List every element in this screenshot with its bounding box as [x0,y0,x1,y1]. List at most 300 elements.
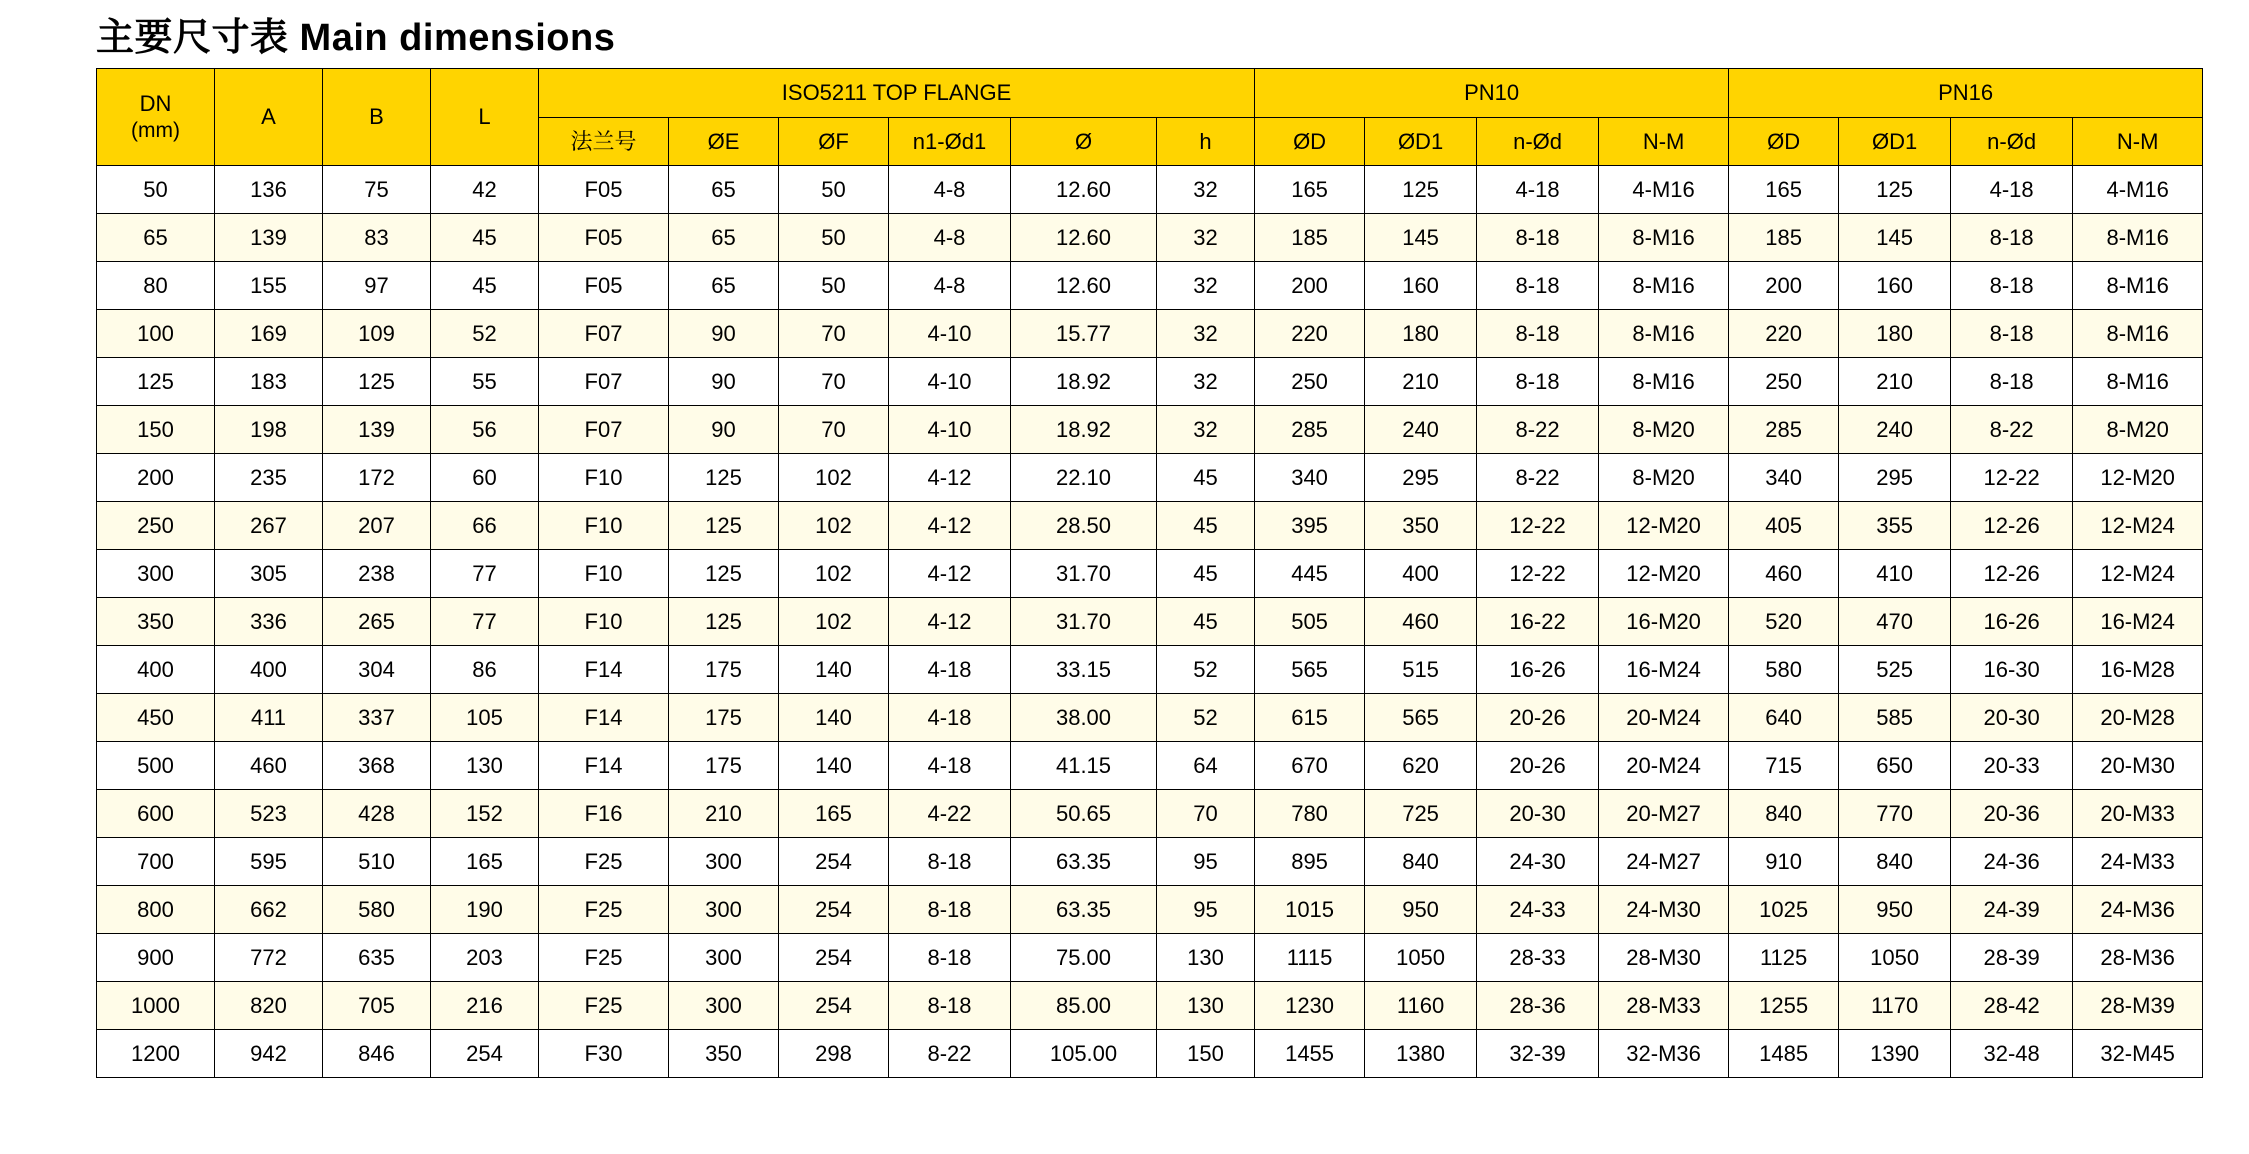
header-pn16-od: ØD [1729,118,1839,166]
table-cell: 254 [431,1030,539,1078]
table-cell: 200 [97,454,215,502]
table-cell: 1200 [97,1030,215,1078]
table-row [97,838,2203,886]
table-cell: F14 [539,694,669,742]
table-row [97,214,2203,262]
table-cell: 165 [779,790,889,838]
header-dn [97,69,215,166]
table-cell: 20-M24 [1599,694,1729,742]
table-cell: 12-22 [1477,502,1599,550]
table-cell: 942 [215,1030,323,1078]
table-cell: 450 [97,694,215,742]
table-cell: 198 [215,406,323,454]
table-cell: 4-18 [1477,166,1599,214]
table-cell: 700 [97,838,215,886]
table-cell: 1255 [1729,982,1839,1030]
table-cell: 235 [215,454,323,502]
table-cell: 24-33 [1477,886,1599,934]
table-cell: 102 [779,502,889,550]
table-cell: 150 [1157,1030,1255,1078]
table-cell: 20-M30 [2073,742,2203,790]
table-cell: 900 [97,934,215,982]
table-cell: 460 [1729,550,1839,598]
table-cell: 63.35 [1011,886,1157,934]
table-cell: 12-M24 [2073,550,2203,598]
table-cell: 4-10 [889,406,1011,454]
table-cell: 1000 [97,982,215,1030]
table-cell: 910 [1729,838,1839,886]
header-pn10-n-m: N-M [1599,118,1729,166]
table-cell: 8-M16 [1599,310,1729,358]
table-cell: 800 [97,886,215,934]
table-cell: 102 [779,598,889,646]
table-cell: 8-M16 [1599,214,1729,262]
table-cell: F25 [539,982,669,1030]
header-pn16-n-od: n-Ød [1951,118,2073,166]
table-cell: 45 [1157,550,1255,598]
table-cell: 90 [669,358,779,406]
table-cell: 254 [779,886,889,934]
table-row [97,502,2203,550]
table-cell: 1380 [1365,1030,1477,1078]
table-cell: 1125 [1729,934,1839,982]
table-cell: 52 [1157,646,1255,694]
table-cell: 8-18 [1951,310,2073,358]
table-cell: 400 [215,646,323,694]
table-cell: 77 [431,550,539,598]
table-cell: 50 [97,166,215,214]
table-cell: 24-M36 [2073,886,2203,934]
header-group-pn10: PN10 [1255,69,1729,118]
main-dimensions-table [96,68,2203,1078]
table-cell: 169 [215,310,323,358]
table-cell: 8-18 [889,838,1011,886]
table-cell: 8-18 [1477,358,1599,406]
table-cell: 31.70 [1011,598,1157,646]
table-cell: 28-M39 [2073,982,2203,1030]
table-cell: 8-18 [889,886,1011,934]
table-cell: 31.70 [1011,550,1157,598]
table-cell: 52 [1157,694,1255,742]
table-cell: 180 [1839,310,1951,358]
table-cell: 20-M33 [2073,790,2203,838]
table-cell: 8-18 [1951,214,2073,262]
header-pn10-od1: ØD1 [1365,118,1477,166]
table-cell: F25 [539,934,669,982]
table-cell: 65 [97,214,215,262]
table-cell: 8-18 [889,982,1011,1030]
table-cell: 4-12 [889,502,1011,550]
table-cell: 24-M33 [2073,838,2203,886]
table-cell: 1230 [1255,982,1365,1030]
table-cell: 515 [1365,646,1477,694]
table-cell: 216 [431,982,539,1030]
table-cell: 150 [97,406,215,454]
table-cell: 95 [1157,838,1255,886]
table-cell: 620 [1365,742,1477,790]
table-cell: 1025 [1729,886,1839,934]
table-cell: 12-M20 [2073,454,2203,502]
table-cell: 16-30 [1951,646,2073,694]
header-a: A [215,69,323,166]
table-cell: 50 [779,166,889,214]
table-cell: 100 [97,310,215,358]
table-cell: 12-M24 [2073,502,2203,550]
table-cell: 145 [1365,214,1477,262]
table-cell: F07 [539,358,669,406]
table-cell: 250 [1729,358,1839,406]
table-cell: 840 [1729,790,1839,838]
table-cell: 295 [1839,454,1951,502]
table-cell: 640 [1729,694,1839,742]
table-cell: 305 [215,550,323,598]
table-cell: 125 [669,454,779,502]
table-cell: 840 [1365,838,1477,886]
table-cell: 1050 [1839,934,1951,982]
table-cell: 8-M20 [2073,406,2203,454]
table-cell: 410 [1839,550,1951,598]
page-title: 主要尺寸表 Main dimensions [96,17,616,59]
table-cell: 12-26 [1951,550,2073,598]
table-cell: 8-18 [889,934,1011,982]
table-cell: 18.92 [1011,406,1157,454]
table-cell: 460 [215,742,323,790]
table-cell: 4-M16 [1599,166,1729,214]
header-b: B [323,69,431,166]
table-cell: 28-36 [1477,982,1599,1030]
table-cell: 350 [669,1030,779,1078]
table-cell: 210 [669,790,779,838]
table-cell: 80 [97,262,215,310]
table-cell: 140 [779,694,889,742]
table-cell: 411 [215,694,323,742]
header-oe: ØE [669,118,779,166]
table-cell: 615 [1255,694,1365,742]
table-row [97,646,2203,694]
table-cell: 175 [669,646,779,694]
table-cell: F10 [539,598,669,646]
table-cell: 210 [1365,358,1477,406]
table-cell: 8-22 [1951,406,2073,454]
table-cell: 300 [97,550,215,598]
table-row [97,982,2203,1030]
table-cell: 12.60 [1011,262,1157,310]
table-cell: 145 [1839,214,1951,262]
table-cell: 238 [323,550,431,598]
header-group-iso-flange: ISO5211 TOP FLANGE [539,69,1255,118]
table-cell: 1170 [1839,982,1951,1030]
table-cell: 175 [669,742,779,790]
table-cell: 185 [1255,214,1365,262]
table-cell: 63.35 [1011,838,1157,886]
table-cell: 130 [431,742,539,790]
table-cell: 8-18 [1477,214,1599,262]
table-cell: 405 [1729,502,1839,550]
table-cell: 65 [669,166,779,214]
table-cell: 183 [215,358,323,406]
table-cell: 24-30 [1477,838,1599,886]
table-cell: 780 [1255,790,1365,838]
table-cell: 125 [1839,166,1951,214]
table-cell: 8-18 [1477,310,1599,358]
table-cell: F10 [539,550,669,598]
table-cell: 65 [669,214,779,262]
table-cell: 12-M20 [1599,550,1729,598]
table-cell: 85.00 [1011,982,1157,1030]
table-cell: 165 [1255,166,1365,214]
table-cell: 336 [215,598,323,646]
table-cell: 42 [431,166,539,214]
table-cell: 298 [779,1030,889,1078]
table-cell: 15.77 [1011,310,1157,358]
table-cell: 8-M16 [2073,358,2203,406]
table-cell: 41.15 [1011,742,1157,790]
table-cell: 12-22 [1951,454,2073,502]
table-cell: 355 [1839,502,1951,550]
table-row [97,598,2203,646]
table-cell: 20-M27 [1599,790,1729,838]
table-cell: 12.60 [1011,214,1157,262]
table-cell: F07 [539,310,669,358]
table-cell: 950 [1839,886,1951,934]
table-cell: 300 [669,934,779,982]
table-cell: 565 [1255,646,1365,694]
table-cell: 95 [1157,886,1255,934]
table-cell: 24-39 [1951,886,2073,934]
header-l: L [431,69,539,166]
table-cell: 400 [1365,550,1477,598]
table-cell: 4-8 [889,166,1011,214]
table-cell: 8-M16 [1599,262,1729,310]
table-row [97,934,2203,982]
header-of: ØF [779,118,889,166]
table-row [97,1030,2203,1078]
header-pn16-n-m: N-M [2073,118,2203,166]
table-cell: 8-22 [1477,406,1599,454]
table-cell: 20-M24 [1599,742,1729,790]
table-cell: 220 [1255,310,1365,358]
table-cell: 83 [323,214,431,262]
table-cell: 585 [1839,694,1951,742]
table-cell: 50 [779,214,889,262]
table-cell: 4-18 [889,742,1011,790]
table-cell: 64 [1157,742,1255,790]
table-cell: 165 [431,838,539,886]
table-cell: 240 [1839,406,1951,454]
table-cell: 86 [431,646,539,694]
table-cell: 109 [323,310,431,358]
table-cell: 20-33 [1951,742,2073,790]
table-cell: 16-M24 [2073,598,2203,646]
table-cell: 595 [215,838,323,886]
table-cell: F05 [539,214,669,262]
table-cell: 125 [1365,166,1477,214]
table-cell: 8-M20 [1599,406,1729,454]
table-cell: 1160 [1365,982,1477,1030]
table-row [97,550,2203,598]
table-cell: 350 [97,598,215,646]
table-cell: 45 [431,262,539,310]
table-cell: 24-M27 [1599,838,1729,886]
table-cell: 16-26 [1477,646,1599,694]
table-cell: 1485 [1729,1030,1839,1078]
table-cell: 102 [779,454,889,502]
table-cell: 4-10 [889,310,1011,358]
table-cell: 28-33 [1477,934,1599,982]
table-cell: 38.00 [1011,694,1157,742]
table-cell: 254 [779,838,889,886]
table-cell: 460 [1365,598,1477,646]
table-cell: 12-26 [1951,502,2073,550]
table-cell: 8-M16 [2073,214,2203,262]
table-cell: 155 [215,262,323,310]
table-cell: 22.10 [1011,454,1157,502]
table-cell: 56 [431,406,539,454]
table-cell: 428 [323,790,431,838]
table-cell: 300 [669,838,779,886]
table-cell: 295 [1365,454,1477,502]
table-cell: 139 [323,406,431,454]
table-cell: 350 [1365,502,1477,550]
table-cell: F16 [539,790,669,838]
table-cell: 90 [669,310,779,358]
table-cell: 300 [669,982,779,1030]
table-header-group-row [97,69,2203,118]
table-cell: 190 [431,886,539,934]
table-cell: 8-M16 [2073,262,2203,310]
header-dn-unit: (mm) [131,118,180,142]
table-cell: 207 [323,502,431,550]
table-cell: 254 [779,934,889,982]
table-cell: 4-10 [889,358,1011,406]
table-cell: 32-48 [1951,1030,2073,1078]
header-o: Ø [1011,118,1157,166]
table-cell: 200 [1255,262,1365,310]
table-cell: 28.50 [1011,502,1157,550]
table-cell: 523 [215,790,323,838]
table-cell: 20-26 [1477,694,1599,742]
table-cell: 8-M20 [1599,454,1729,502]
table-cell: 125 [323,358,431,406]
table-cell: 635 [323,934,431,982]
header-n1-od1: n1-Ød1 [889,118,1011,166]
table-row [97,262,2203,310]
table-cell: 70 [779,358,889,406]
table-cell: 125 [669,502,779,550]
table-cell: 160 [1839,262,1951,310]
header-pn10-od: ØD [1255,118,1365,166]
table-cell: 705 [323,982,431,1030]
table-cell: 565 [1365,694,1477,742]
table-cell: 70 [779,406,889,454]
table-cell: F07 [539,406,669,454]
table-cell: 32-39 [1477,1030,1599,1078]
table-cell: 600 [97,790,215,838]
table-cell: 28-M36 [2073,934,2203,982]
table-cell: 165 [1729,166,1839,214]
table-cell: 368 [323,742,431,790]
table-row [97,790,2203,838]
table-cell: 102 [779,550,889,598]
table-cell: 510 [323,838,431,886]
table-cell: 340 [1729,454,1839,502]
table-row [97,166,2203,214]
table-cell: 105 [431,694,539,742]
table-cell: 60 [431,454,539,502]
table-cell: 725 [1365,790,1477,838]
main-dimensions-table-container [96,68,2175,1078]
table-cell: 32 [1157,358,1255,406]
header-pn16-od1: ØD1 [1839,118,1951,166]
table-cell: F10 [539,454,669,502]
table-cell: 4-12 [889,454,1011,502]
table-cell: 4-18 [889,694,1011,742]
table-cell: 820 [215,982,323,1030]
table-cell: 32-M45 [2073,1030,2203,1078]
table-cell: 16-M28 [2073,646,2203,694]
table-cell: 20-30 [1951,694,2073,742]
table-cell: 130 [1157,982,1255,1030]
table-cell: 400 [97,646,215,694]
table-cell: 12-22 [1477,550,1599,598]
table-header [97,69,2203,166]
table-cell: 580 [1729,646,1839,694]
table-cell: 254 [779,982,889,1030]
table-cell: 77 [431,598,539,646]
table-cell: 125 [669,550,779,598]
table-cell: 445 [1255,550,1365,598]
table-cell: 12.60 [1011,166,1157,214]
table-cell: F25 [539,886,669,934]
table-cell: 1390 [1839,1030,1951,1078]
table-cell: 772 [215,934,323,982]
table-row [97,454,2203,502]
table-cell: 500 [97,742,215,790]
table-cell: 285 [1729,406,1839,454]
table-body [97,166,2203,1078]
table-row [97,358,2203,406]
table-cell: 24-36 [1951,838,2073,886]
table-cell: F10 [539,502,669,550]
table-cell: 770 [1839,790,1951,838]
table-row [97,886,2203,934]
table-cell: F14 [539,646,669,694]
header-dn-label: DN [139,91,172,117]
table-cell: 140 [779,742,889,790]
table-cell: 70 [1157,790,1255,838]
table-cell: 1015 [1255,886,1365,934]
table-cell: 210 [1839,358,1951,406]
table-cell: 75 [323,166,431,214]
table-cell: 16-M20 [1599,598,1729,646]
table-row [97,742,2203,790]
table-cell: 16-M24 [1599,646,1729,694]
table-cell: 8-22 [1477,454,1599,502]
table-cell: 105.00 [1011,1030,1157,1078]
table-cell: 1115 [1255,934,1365,982]
table-cell: 8-18 [1951,358,2073,406]
table-cell: 470 [1839,598,1951,646]
table-row [97,694,2203,742]
table-cell: 32 [1157,262,1255,310]
table-cell: 16-26 [1951,598,2073,646]
table-cell: F05 [539,262,669,310]
table-cell: 895 [1255,838,1365,886]
table-cell: 172 [323,454,431,502]
table-cell: 8-22 [889,1030,1011,1078]
table-cell: 20-30 [1477,790,1599,838]
table-cell: 90 [669,406,779,454]
